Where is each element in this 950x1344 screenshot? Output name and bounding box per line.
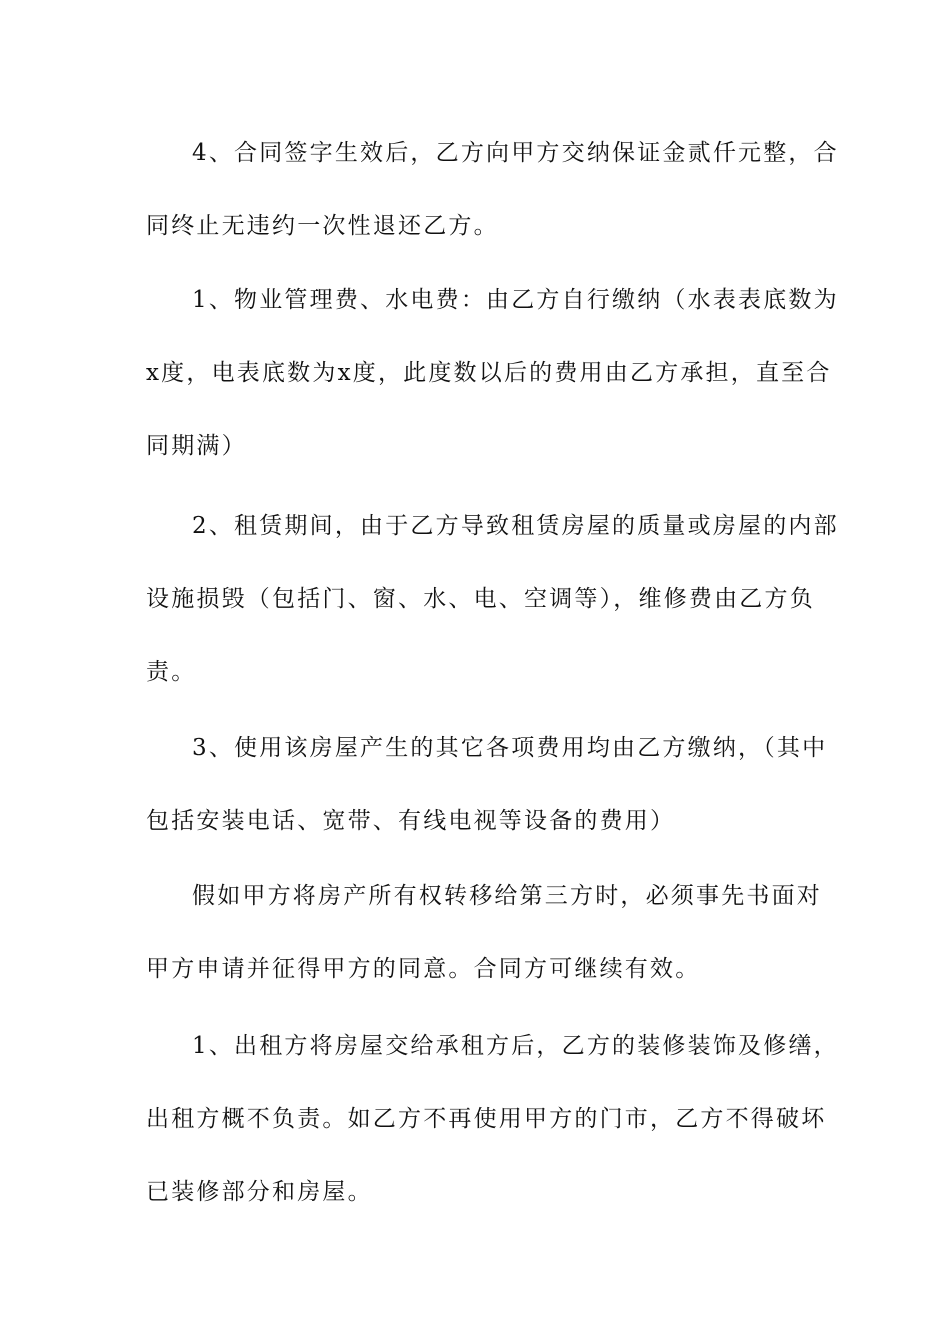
text-line: 设施损毁（包括门、窗、水、电、空调等），维修费由乙方负 [146,586,815,612]
text-line: 甲方申请并征得甲方的同意。合同方可继续有效。 [146,956,701,982]
paragraph-utility-fees [146,264,839,483]
paragraph-ownership-transfer [146,860,822,1006]
paragraph-deposit [146,117,839,263]
text-line: 2、租赁期间，由于乙方导致租赁房屋的质量或房屋的内部 [192,513,839,539]
text-line: 1、出租方将房屋交给承租方后，乙方的装修装饰及修缮， [192,1033,839,1059]
text-line: 责。 [146,659,197,685]
text-line: 4、合同签字生效后，乙方向甲方交纳保证金贰仟元整，合 [192,140,839,166]
text-line: 3、使用该房屋产生的其它各项费用均由乙方缴纳，（其中 [192,735,828,761]
text-line: 出租方概不负责。如乙方不再使用甲方的门市，乙方不得破坏 [146,1106,827,1132]
text-line: x度，电表底数为x度，此度数以后的费用由乙方承担，直至合 [146,360,832,386]
text-line: 同终止无违约一次性退还乙方。 [146,213,499,239]
text-line: 同期满） [146,433,247,459]
text-line: 已装修部分和房屋。 [146,1179,373,1205]
text-line: 假如甲方将房产所有权转移给第三方时，必须事先书面对 [192,883,822,909]
paragraph-damage-repair [146,490,839,709]
paragraph-renovation [146,1010,839,1229]
paragraph-other-fees [146,712,828,858]
text-line: 1、物业管理费、水电费：由乙方自行缴纳（水表表底数为 [192,287,839,313]
text-line: 包括安装电话、宽带、有线电视等设备的费用） [146,808,676,834]
